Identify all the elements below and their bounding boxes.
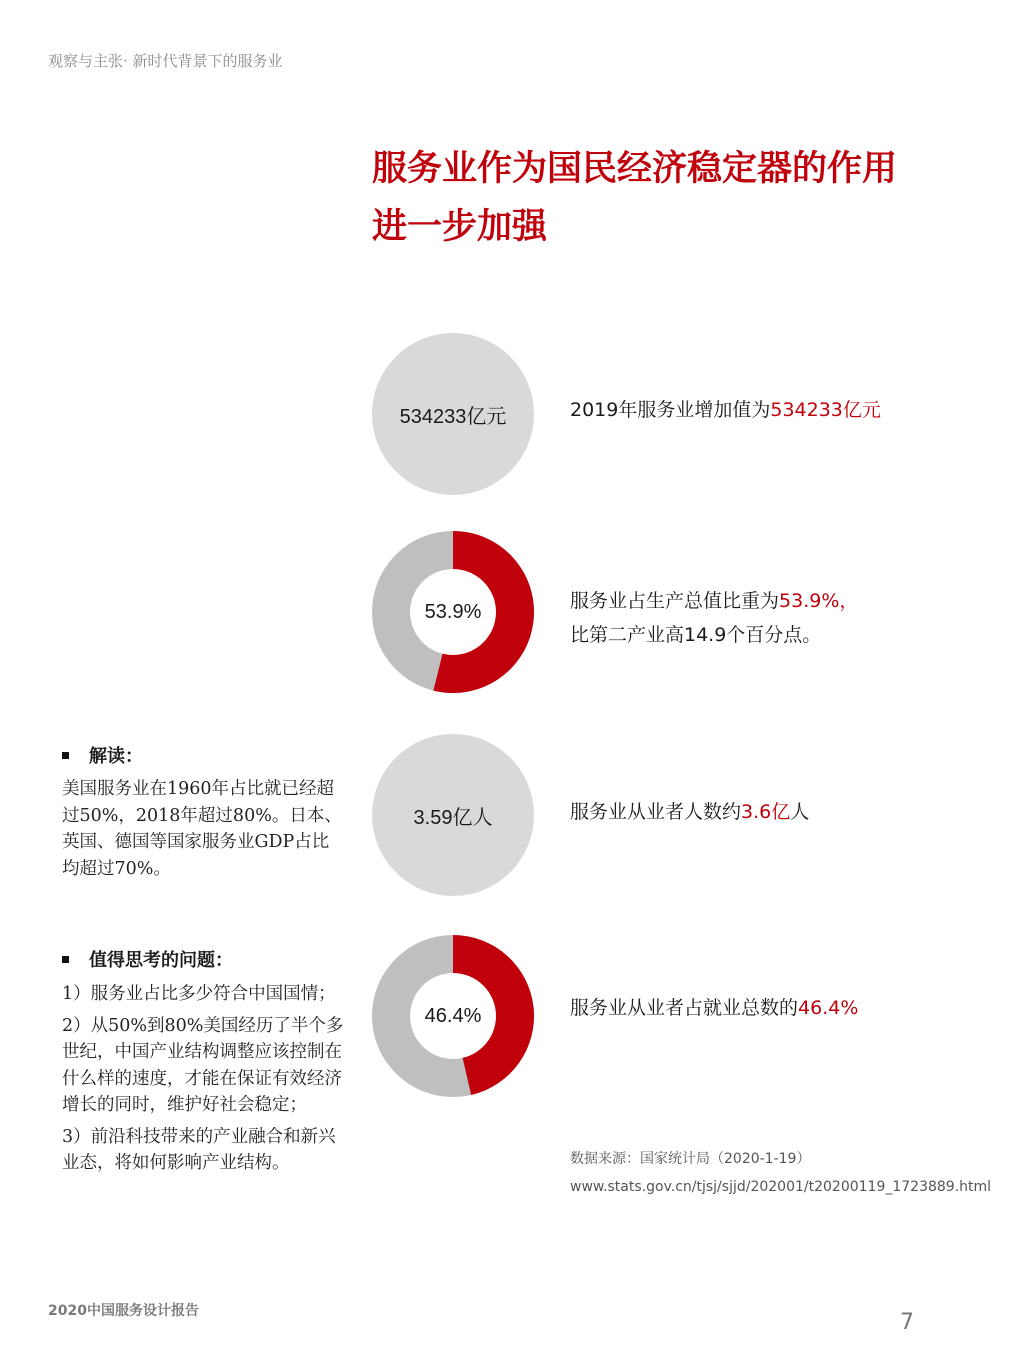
stat-highlight: 3.6亿	[741, 801, 791, 823]
question-item: 2）从50%到80%美国经历了半个多世纪，中国产业结构调整应该控制在什么样的速度，才能在保证有效经济增长的同时，维护好社会稳定；	[62, 1015, 344, 1115]
questions-list	[62, 981, 344, 1182]
source-url: www.stats.gov.cn/tjsj/sjjd/202001/t20200119_1723889.html	[570, 1179, 992, 1195]
stat-circle-label: 534233亿元	[399, 405, 507, 428]
stat-highlight: 46.4%	[798, 997, 859, 1019]
stat-text-employment-share: 服务业从业者占就业总数的46.4%	[570, 997, 859, 1019]
page-title-line1: 服务业作为国民经济稳定器的作用	[372, 149, 898, 189]
data-source: 数据来源：国家统计局（2020-1-19） www.stats.gov.cn/tjsj/sjjd/202001/t20200119_1723889.html	[570, 1145, 991, 1201]
stat-circle-workers	[372, 734, 534, 896]
stat-text-value-added: 2019年服务业增加值为534233亿元	[570, 399, 881, 421]
page-title	[372, 140, 972, 256]
donut-label: 53.9%	[424, 600, 482, 623]
running-header: 观察与主张· 新时代背景下的服务业	[48, 52, 283, 70]
page-number: 7	[900, 1310, 914, 1335]
stat-circle-label: 3.59亿人	[413, 806, 493, 829]
report-footer: 2020中国服务设计报告	[48, 1303, 199, 1319]
stat-highlight: 534233亿元	[770, 399, 881, 421]
stat-highlight: 53.9%，	[779, 590, 859, 612]
reading-heading: 解读：	[62, 742, 143, 768]
stat-donut-employment-share	[372, 935, 534, 1097]
questions-heading: 值得思考的问题：	[62, 946, 233, 972]
reading-text: 美国服务业在1960年占比就已经超过50%，2018年超过80%。日本、英国、德国等国家服务业GDP占比均超过70%。	[62, 779, 342, 879]
donut-label: 46.4%	[424, 1004, 482, 1027]
stat-text-workers: 服务业从业者人数约3.6亿人	[570, 801, 810, 823]
square-bullet-icon	[62, 956, 69, 963]
stat-circle-value-added	[372, 333, 534, 495]
page-title-line2: 进一步加强	[372, 207, 548, 247]
stat-donut-gdp-share	[372, 531, 534, 693]
question-item: 3）前沿科技带来的产业融合和新兴业态，将如何影响产业结构。	[62, 1126, 336, 1173]
square-bullet-icon	[62, 752, 69, 759]
question-item: 1）服务业占比多少符合中国国情；	[62, 984, 336, 1004]
stat-text-gdp-share: 服务业占生产总值比重为53.9%， 比第二产业高14.9个百分点。	[570, 590, 859, 646]
